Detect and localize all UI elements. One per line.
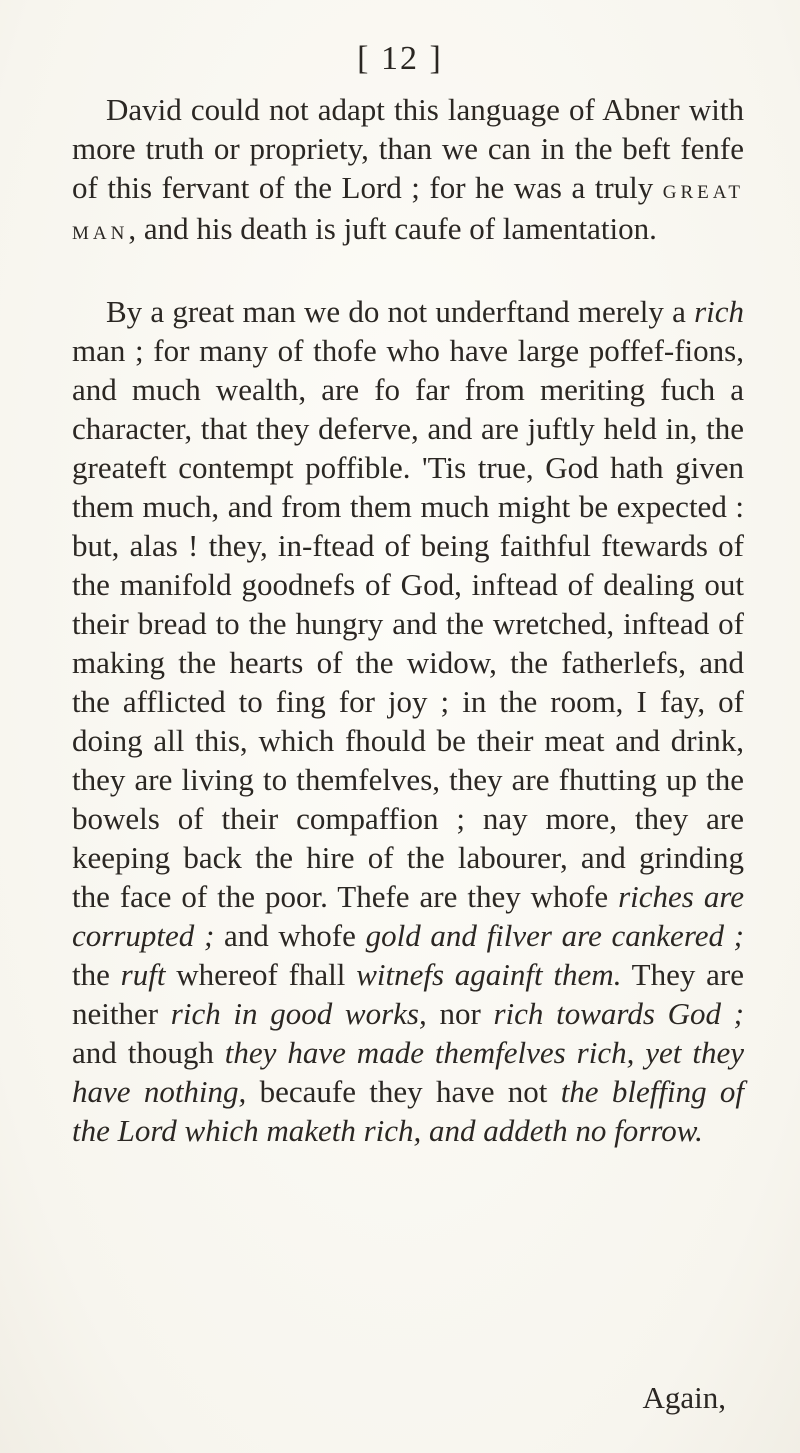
paragraph-2-text-5: and whofe: [214, 918, 366, 953]
great-man-smallcaps: great man: [72, 174, 744, 245]
paragraph-2-text-3: man ; for many of thofe who have large poffef-fions, and much wealth, are fo far from meriting fuch a character, that they deferve, and are juftly held in, the greateft contempt poffible. 'Tis true, God hath given them much, and from them much might be expected : but, alas ! they, in-ftead of being faithful ftewards of the manifold goodnefs of God, inftead of dealing out their bread to the hungry and the wretched, inftead of making the hearts of the widow, the fatherlefs, and the afflicted to fing for joy ; in the room, I fay, of doing all this, which fhould be their meat and drink, they are living to themfelves, they are fhutting up the bowels of their compaffion ; nay more, they are keeping back the hire of the labourer, and grinding the face of the poor. Thefe are they whofe: [72, 333, 744, 914]
paragraph-1: [72, 90, 744, 250]
paragraph-2-text-9: whereof fhall: [165, 957, 357, 992]
paragraph-2-italic-good-works: rich in good works,: [170, 996, 427, 1031]
paragraph-2-italic-witnefs: witnefs againft them.: [356, 957, 622, 992]
paragraph-2-italic-nothing: they have made themfelves rich, yet they have nothing,: [72, 1035, 744, 1109]
paragraph-2-italic-ruft: ruft: [120, 957, 166, 992]
body-text: [72, 90, 744, 1150]
paragraph-2-text-11: They are neither: [72, 957, 745, 1031]
paragraph-2-italic-gold: gold and filver are cankered ;: [365, 918, 744, 953]
paragraph-2-text-15: and though: [72, 1035, 225, 1070]
paragraph-1-text-b: , and his death is juft caufe of lamentation.: [128, 211, 657, 246]
page-number: [ 12 ]: [357, 40, 443, 77]
paragraph-1-text-a: David could not adapt this language of Abner with more truth or propriety, than we can in the beft fenfe of this fervant of the Lord ; for he was a truly: [72, 92, 744, 205]
paragraph-2: [72, 292, 744, 1150]
paragraph-2-italic-rich: rich: [694, 294, 744, 329]
paragraph-2-text-1: By a great man we do not underftand merely a: [106, 294, 695, 329]
paragraph-2-italic-towards-god: rich towards God ;: [493, 996, 744, 1031]
catchword: Again,: [642, 1380, 726, 1415]
paragraph-2-text-17: becaufe they have not: [246, 1074, 561, 1109]
paragraph-2-italic-riches: riches are corrupted ;: [72, 879, 745, 953]
paragraph-2-italic-bleffing: the bleffing of the Lord which maketh rich, and addeth no forrow.: [72, 1074, 744, 1148]
paragraph-2-text-13: nor: [426, 996, 494, 1031]
paragraph-2-text-7: the: [72, 957, 121, 992]
